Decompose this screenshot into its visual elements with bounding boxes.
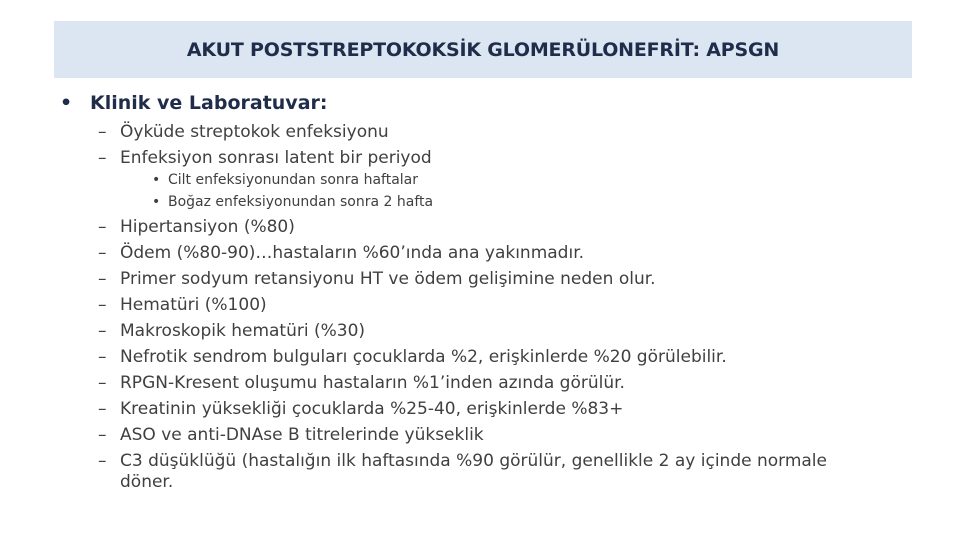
dash-mark: – [98, 347, 107, 367]
title-bar [54, 21, 912, 78]
dash-mark: – [98, 451, 107, 471]
list-item-text: Makroskopik hematüri (%30) [120, 321, 366, 341]
dash-mark: – [98, 148, 107, 168]
list-item [98, 148, 920, 174]
sub-list-item-text: Cilt enfeksiyonundan sonra haftalar [168, 172, 419, 188]
sub-list [60, 172, 920, 216]
list-item [98, 243, 920, 269]
list-item [98, 269, 920, 295]
list-item-text: Nefrotik sendrom bulguları çocuklarda %2, erişkinlerde %20 görülebilir. [120, 347, 727, 367]
sub-list-item [152, 172, 920, 194]
list-item-text: Primer sodyum retansiyonu HT ve ödem gelişimine neden olur. [120, 269, 656, 289]
dash-mark: – [98, 321, 107, 341]
list-item [98, 347, 920, 373]
list-item [98, 122, 920, 148]
list-item-text: Kreatinin yüksekliği çocuklarda %25-40, erişkinlerde %83+ [120, 399, 624, 419]
list-item-text: Enfeksiyon sonrası latent bir periyod [120, 148, 432, 168]
list-item [98, 451, 920, 493]
dash-mark: – [98, 122, 107, 142]
dash-mark: – [98, 243, 107, 263]
list-item-text: Öyküde streptokok enfeksiyonu [120, 122, 389, 142]
sub-list-item [152, 194, 920, 216]
dash-mark: – [98, 295, 107, 315]
dash-mark: – [98, 399, 107, 419]
dash-mark: – [98, 373, 107, 393]
list-item [98, 425, 920, 451]
sub-list-item-text: Boğaz enfeksiyonundan sonra 2 hafta [168, 194, 434, 210]
list-a [60, 122, 920, 174]
list-item-text: Hipertansiyon (%80) [120, 217, 295, 237]
dash-mark: – [98, 425, 107, 445]
list-item [98, 399, 920, 425]
list-item-text: RPGN-Kresent oluşumu hastaların %1’inden azında görülür. [120, 373, 625, 393]
bullet-heading-row [60, 92, 920, 122]
list-item [98, 295, 920, 321]
slide-title: AKUT POSTSTREPTOKOKSİK GLOMERÜLONEFRİT: APSGN [186, 38, 780, 61]
bullet-mark: • [152, 194, 161, 210]
list-item-text: Hematüri (%100) [120, 295, 267, 315]
slide-content [60, 92, 920, 493]
list-item-text: ASO ve anti-DNAse B titrelerinde yükseklik [120, 425, 484, 445]
list-item-text: C3 düşüklüğü (hastalığın ilk haftasında %90 görülür, genellikle 2 ay içinde normale döner. [120, 451, 827, 492]
bullet-heading: Klinik ve Laboratuvar: [90, 92, 328, 114]
dash-mark: – [98, 217, 107, 237]
list-item-text: Ödem (%80-90)…hastaların %60’ında ana yakınmadır. [120, 243, 585, 263]
list-b [60, 217, 920, 493]
list-item [98, 373, 920, 399]
list-item [98, 321, 920, 347]
bullet-mark: • [60, 92, 73, 114]
dash-mark: – [98, 269, 107, 289]
list-item [98, 217, 920, 243]
bullet-mark: • [152, 172, 161, 188]
